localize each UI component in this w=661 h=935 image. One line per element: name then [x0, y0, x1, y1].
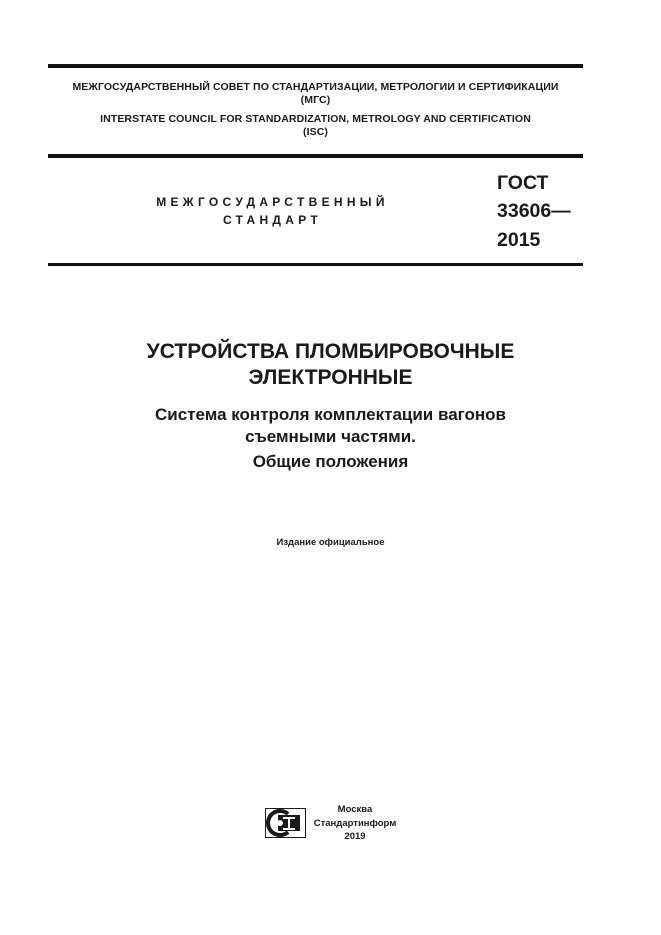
imprint-city: Москва	[337, 804, 373, 815]
middle-rule	[48, 154, 583, 158]
council-en-line1: INTERSTATE COUNCIL FOR STANDARDIZATION, METROLOGY AND CERTIFICATION	[100, 113, 531, 125]
gost-year: 2015	[497, 229, 541, 251]
council-ru-line1: МЕЖГОСУДАРСТВЕННЫЙ СОВЕТ ПО СТАНДАРТИЗАЦИИ, МЕТРОЛОГИИ И СЕРТИФИКАЦИИ	[72, 81, 559, 93]
imprint-year: 2019	[344, 831, 366, 842]
document-subtitle-line1: Система контроля комплектации вагонов	[154, 405, 507, 424]
council-name-en	[48, 113, 583, 139]
edition-note: Издание официальное	[276, 537, 385, 548]
gost-number: 33606—	[497, 200, 571, 222]
gost-label: ГОСТ	[497, 172, 549, 194]
imprint-publisher: Стандартинформ	[313, 818, 397, 829]
document-subtitle-line2: съемными частями.	[245, 427, 416, 446]
standard-kind-line1: МЕЖГОСУДАРСТВЕННЫЙ	[156, 195, 389, 209]
document-title-line2: ЭЛЕКТРОННЫЕ	[248, 366, 413, 389]
standartinform-logo-icon	[265, 808, 306, 838]
bottom-rule	[48, 263, 583, 266]
council-name-ru	[48, 81, 583, 107]
document-title-line1: УСТРОЙСТВА ПЛОМБИРОВОЧНЫЕ	[146, 340, 515, 363]
council-ru-line2: (МГС)	[300, 94, 331, 106]
document-subtitle-line3: Общие положения	[252, 452, 409, 471]
council-en-line2: (ISC)	[303, 126, 328, 138]
top-rule	[48, 64, 583, 68]
standard-kind-line2: СТАНДАРТ	[222, 213, 323, 227]
